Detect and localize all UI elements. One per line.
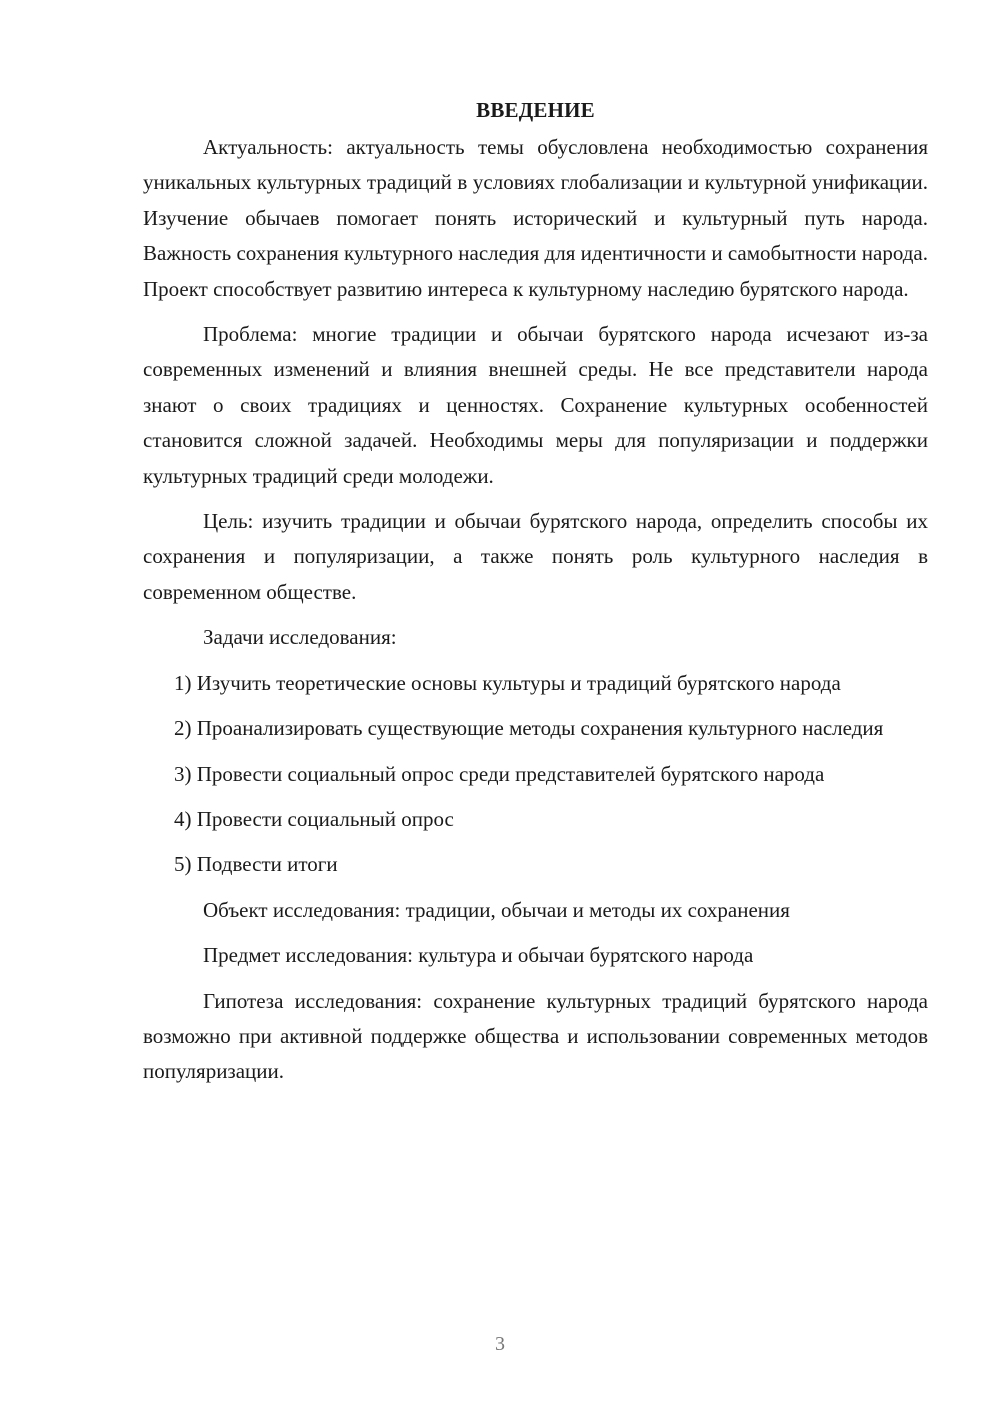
page-number: 3 xyxy=(495,1333,505,1355)
document-page xyxy=(143,93,928,1100)
task-item: 2) Проанализировать существующие методы сохранения культурного наследия xyxy=(174,716,884,741)
research-object-paragraph: Объект исследования: традиции, обычаи и методы их сохранения xyxy=(203,897,790,922)
problem-paragraph: Проблема: многие традиции и обычаи бурятского народа исчезают из-за современных изменений и влияния внешней среды. Не все представители народа знают о своих традициях и ценностях. Сохранение культурных особенностей становится сложной задачей. Необходимы меры для популяризации и поддержки культурных традиций среди молодежи. xyxy=(143,322,928,488)
task-item: 1) Изучить теоретические основы культуры и традиций бурятского народа xyxy=(174,670,841,695)
relevance-paragraph: Актуальность: актуальность темы обусловлена необходимостью сохранения уникальных культурных традиций в условиях глобализации и культурной унификации. Изучение обычаев помогает понять исторический и культурный путь народа. Важность сохранения культурного наследия для идентичности и самобытности народа. Проект способствует развитию интереса к культурному наследию бурятского народа. xyxy=(143,135,928,301)
tasks-heading: Задачи исследования: xyxy=(203,625,397,650)
research-subject-paragraph: Предмет исследования: культура и обычаи бурятского народа xyxy=(203,943,754,968)
hypothesis-paragraph: Гипотеза исследования: сохранение культурных традиций бурятского народа возможно при активной поддержке общества и использовании современных методов популяризации. xyxy=(143,988,928,1084)
section-title: ВВЕДЕНИЕ xyxy=(476,98,595,122)
task-item: 5) Подвести итоги xyxy=(174,852,338,877)
task-item: 3) Провести социальный опрос среди представителей бурятского народа xyxy=(174,761,825,786)
goal-paragraph: Цель: изучить традиции и обычаи бурятского народа, определить способы их сохранения и популяризации, а также понять роль культурного наследия в современном обществе. xyxy=(143,509,928,604)
task-item: 4) Провести социальный опрос xyxy=(174,806,454,831)
